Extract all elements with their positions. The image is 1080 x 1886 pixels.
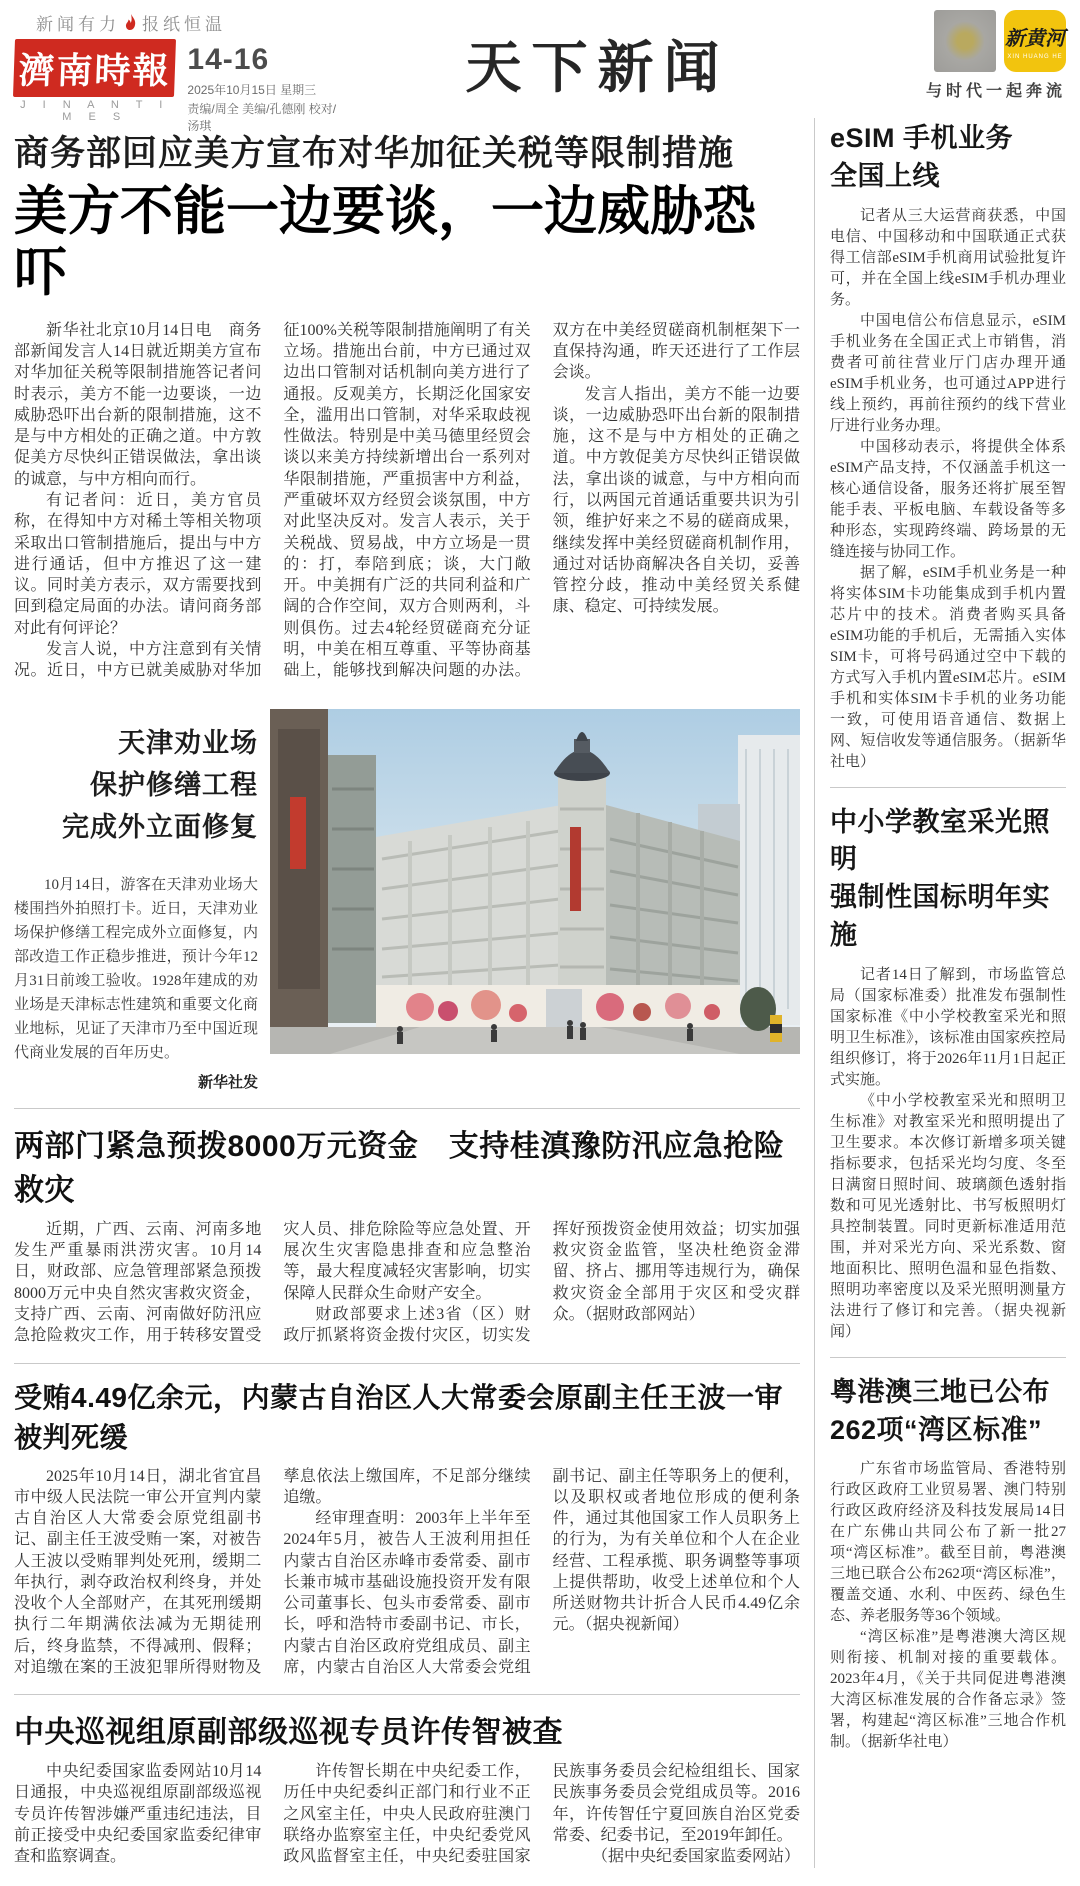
tagline-left: 新闻有力 [36, 15, 120, 34]
lead-body: 新华社北京10月14日电 商务部新闻发言人14日就近期美方宣布对华加征关税等限制措施答记者问时表示，美方不能一边要谈，一边威胁恐吓出台新的限制措施，这不是与中方相处的正确之道。中方敦促美方尽快纠正错误做法，拿出谈的诚意，与中方相向而行。 有记者问：近日，美方官员称，在得知中方对稀土等相关物项采取出口管制措施后，提出与中方进行通话，但中方推迟了这一建议。同时美方表示，双方需要找到回到稳定局面的办法。请问商务部对此有何评论？ 发言人说，中方注意到有关情况。近日，中方已就美威胁对华加征100%关税等限制措施阐明了有关立场。措施出台前，中方已通过双边出口管制对话机制向美方进行了通报。反观美方，长期泛化国家安全，滥用出口管制，对华采取歧视性做法。特别是中美马德里经贸会谈以来美方持续新增出台一系列对华限制措施，严重损害中方利益，严重破坏双方经贸会谈氛围，中方对此坚决反对。发言人表示，关于关税战、贸易战，中方立场是一贯的：打，奉陪到底；谈，大门敞开。中美拥有广泛的共同利益和广阔的合作空间，双方合则两利，斗则俱伤。过去4轮经贸磋商充分证明，中美在相互尊重、平等协商基础上，能够找到解决问题的办法。双方在中美经贸磋商机制框架下一直保持沟通，昨天还进行了工作层会谈。 发言人指出，美方不能一边要谈，一边威胁恐吓出台新的限制措施，这不是与中方相处的正确之道。中方敦促美方尽快纠正错误做法，拿出谈的诚意，与中方相向而行，以两国元首通话重要共识为引领，维护好来之不易的磋商成果，继续发挥中美经贸磋商机制作用，通过对话协商解决各自关切，妥善管控分歧，推动中美经贸关系健康、稳定、可持续发展。 [14, 321, 800, 680]
photo-story [14, 709, 800, 1092]
bay-standards-title: 粤港澳三地已公布 262项“湾区标准” [830, 1376, 1050, 1445]
jinan-times-logo-latin: J I N A N T I M E S [20, 99, 170, 123]
divider [830, 787, 1066, 788]
qr-code [934, 10, 996, 72]
flood-story [14, 1121, 800, 1347]
issue-date: 2025年10月15日 星期三 [187, 83, 317, 97]
wangbo-body: 2025年10月14日，湖北省宜昌市中级人民法院一审公开宣判内蒙古自治区人大常委会原党组副书记、副主任王波受贿一案，对被告人王波以受贿罪判处死刑，缓期二年执行，剥夺政治权利终身，并处没收个人全部财产，在其死刑缓期执行二年期满依法减为无期徒刑后，终身监禁，不得减刑、假释；对追缴在案的王波犯罪所得财物及孳息依法上缴国库，不足部分继续追缴。 经审理查明：2003年上半年至2024年5月，被告人王波利用担任内蒙古自治区赤峰市委常委、副市长兼市城市基础设施投资开发有限公司董事长、包头市委常委、副市长，呼和浩特市委副书记、市长，内蒙古自治区政府党组成员、副主席，内蒙古自治区人大常委会党组副书记、副主任等职务上的便利，以及职权或者地位形成的便利条件，通过其他国家工作人员职务上的行为，为有关单位和个人在企业经营、工程承揽、职务调整等事项上提供帮助，收受上述单位和个人所送财物共计折合人民币4.49亿余元。（据央视新闻） [14, 1467, 800, 1676]
masthead-tagline [14, 10, 344, 35]
masthead [14, 10, 1066, 133]
sidebar-article-bay-standards [830, 1372, 1066, 1754]
photo-story-text [14, 709, 258, 1092]
masthead-icons [851, 10, 1066, 72]
page-numbers: 14-16 [187, 43, 270, 76]
issue-editors: 责编/周全 美编/孔德刚 校对/汤琪 [187, 102, 337, 133]
section-title: 天下新闻 [465, 36, 730, 99]
app-icon-name: 新黄河 [1005, 28, 1065, 50]
main-column [14, 118, 800, 1868]
esim-body: 记者从三大运营商获悉，中国电信、中国移动和中国联通正式获得工信部eSIM手机商用试验批复许可，并在全国上线eSIM手机办理业务。 中国电信公布信息显示，eSIM手机业务在全国正式上市销售，消费者可前往营业厅门店办理开通eSIM手机业务，也可通过APP进行线上预约，再前往预约的线下营业厅进行业务办理。 中国移动表示，将提供全体系eSIM产品支持，不仅涵盖手机这一核心通信设备，服务还将扩展至智能手表、平板电脑、车载设备等多种形态，实现跨终端、跨场景的无缝连接与协同工作。 据了解，eSIM手机业务是一种将实体SIM卡功能集成到手机内置芯片中的技术。消费者购买具备eSIM功能的手机后，无需插入实体SIM卡，可将号码通过空中下载的方式写入手机内置eSIM芯片。eSIM手机和实体SIM卡手机的业务功能一致，可使用语音通信、数据上网、短信收发等通信服务。（据新华社电） [830, 207, 1066, 770]
jinan-times-logo: 濟南時報 [13, 39, 176, 97]
flood-body: 近期，广西、云南、河南多地发生严重暴雨洪涝灾害。10月14日，财政部、应急管理部紧急预拨8000万元中央自然灾害救灾资金，支持广西、云南、河南做好防汛应急抢险救灾工作，用于转移安置受灾人员、排危除险等应急处置、开展次生灾害隐患排查和应急整治等，最大程度减轻灾害影响，切实保障人民群众生命财产安全。 财政部要求上述3省（区）财政厅抓紧将资金拨付灾区，切实发挥好预拨资金使用效益；切实加强救灾资金监管，坚决杜绝资金滞留、挤占、挪用等违规行为，确保救灾资金全部用于灾区和受灾群众。（据财政部网站） [14, 1220, 800, 1345]
photo-tianjin-quanyechang [270, 709, 800, 1054]
flame-icon [124, 14, 138, 32]
photo-story-title: 天津劝业场 保护修缮工程 完成外立面修复 [62, 728, 258, 843]
sidebar-article-classroom-lighting [830, 802, 1066, 1343]
photo-credit: 新华社发 [197, 1074, 258, 1091]
tagline-right: 报纸恒温 [142, 15, 226, 34]
masthead-left [14, 10, 344, 134]
photo-story-caption: 10月14日，游客在天津劝业场大楼围挡外拍照打卡。近日，天津劝业场保护修缮工程完成外立面修复，内部改造工作正稳步推进，预计今年12月31日前竣工验收。1928年建成的劝业场是天津标志性建筑和重要文化商业地标，见证了天津市乃至中国近现代商业发展的百年历史。 [14, 876, 258, 1061]
classroom-title: 中小学教室采光照明 强制性国标明年实施 [830, 806, 1050, 950]
app-icon-latin: XIN HUANG HE [1007, 54, 1063, 60]
lead-story [14, 126, 800, 681]
esim-title: eSIM 手机业务 全国上线 [830, 123, 1014, 191]
divider [14, 1108, 800, 1109]
content [14, 118, 1066, 1868]
flood-headline: 两部门紧急预拨8000万元资金 支持桂滇豫防汛应急抢险救灾 [14, 1129, 785, 1207]
xuchuanzhi-body: 中央纪委国家监委网站10月14日通报，中央巡视组原副部级巡视专员许传智涉嫌严重违纪违法，目前正接受中央纪委国家监委纪律审查和监察调查。 许传智长期在中央纪委工作，历任中央纪委纠正部门和行业不正之风室主任，中央人民政府驻澳门联络办监察室主任，中央纪委党风政风监督室主任，中央纪委驻国家民族事务委员会纪检组组长、国家民族事务委员会党组成员等。2016年，许传智任宁夏回族自治区党委常委、纪委书记，至2019年卸任。 （据中央纪委国家监委网站） [14, 1763, 800, 1866]
sidebar [814, 118, 1066, 1868]
divider [14, 1694, 800, 1695]
xuchuanzhi-story [14, 1707, 800, 1867]
masthead-right [851, 10, 1066, 101]
logo-block [14, 39, 175, 123]
bay-standards-body: 广东省市场监管局、香港特别行政区政府工业贸易署、澳门特别行政区政府经济及科技发展局14日在广东佛山共同公布了新一批27项“湾区标准”。截至目前，粤港澳三地已联合公布262项“湾区标准”，覆盖交通、水利、中医药、绿色生态、养老服务等36个领域。 “湾区标准”是粤港澳大湾区规则衔接、机制对接的重要载体。2023年4月，《关于共同促进粤港澳大湾区标准发展的合作备忘录》签署，构建起“湾区标准”三地合作机制。（据新华社电） [830, 1461, 1066, 1751]
classroom-body: 记者14日了解到，市场监管总局（国家标准委）批准发布强制性国家标准《中小学校教室采光和照明卫生标准》，该标准由国家疾控局组织修订，将于2026年11月1日起正式实施。 《中小学校教室采光和照明卫生标准》对教室采光和照明提出了卫生要求。本次修订新增多项关键指标要求，包括采光均匀度、冬至日满窗日照时间、玻璃颜色透射指数和可见光透射比、书写板照明灯具控制装置。同时更新标准适用范围，并对采光方向、采光系数、窗地面积比、照明色温和显色指数、照明功率密度以及采光照明测量方法进行了修订和完善。（据央视新闻） [830, 966, 1066, 1340]
xinhuanghe-app-icon [1004, 10, 1066, 72]
lead-kicker: 商务部回应美方宣布对华加征关税等限制措施 [14, 134, 735, 173]
xuchuanzhi-headline: 中央巡视组原副部级巡视专员许传智被查 [14, 1716, 563, 1750]
sidebar-article-esim [830, 118, 1066, 773]
divider [830, 1357, 1066, 1358]
lead-headline: 美方不能一边要谈，一边威胁恐吓 [14, 182, 756, 302]
wangbo-headline: 受贿4.49亿余元，内蒙古自治区人大常委会原副主任王波一审被判死缓 [14, 1381, 783, 1453]
divider [14, 1363, 800, 1364]
brand-slogan: 与时代一起奔流 [925, 83, 1066, 100]
